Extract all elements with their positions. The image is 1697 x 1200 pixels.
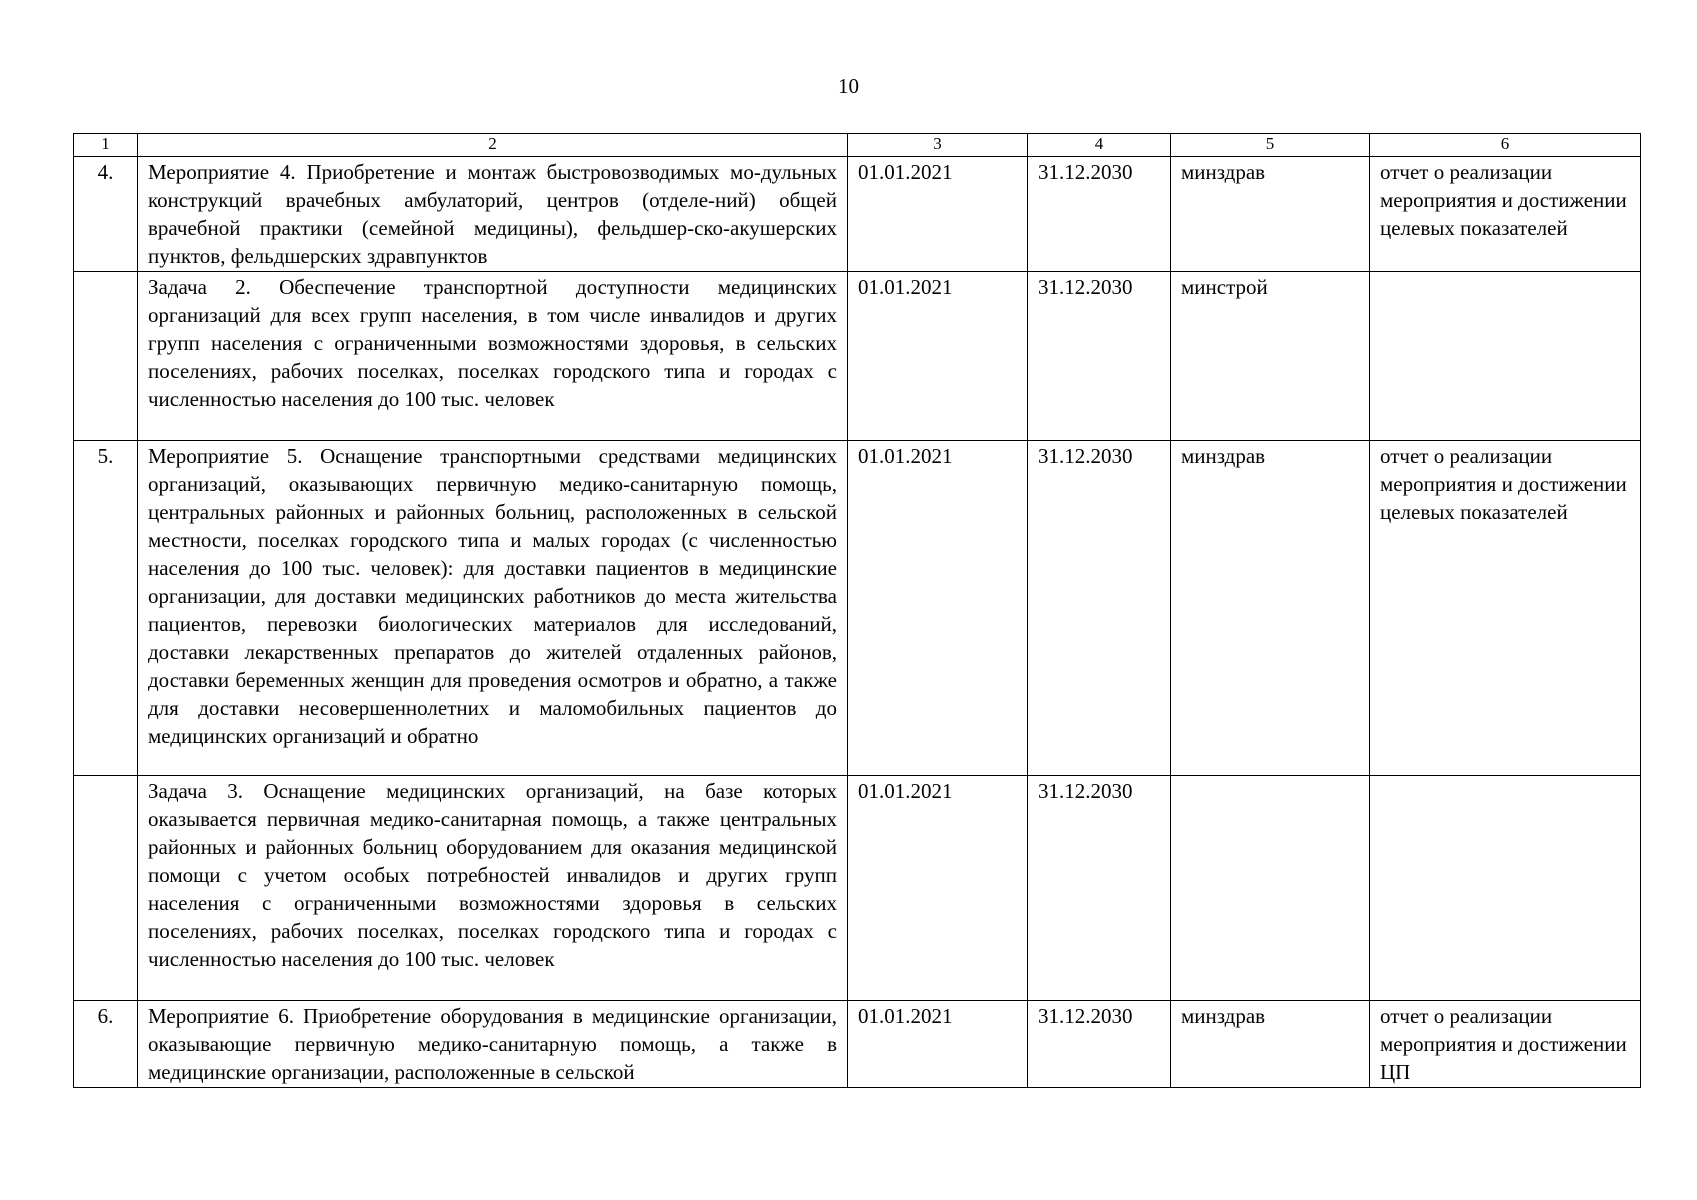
expected-result: отчет о реализации мероприятия и достижении ЦП	[1370, 1001, 1641, 1088]
table-row	[74, 157, 1641, 272]
end-date: 31.12.2030	[1028, 272, 1171, 441]
end-date: 31.12.2030	[1028, 157, 1171, 272]
start-date: 01.01.2021	[848, 157, 1028, 272]
column-header-5: 5	[1171, 134, 1370, 157]
column-header-1: 1	[74, 134, 138, 157]
row-number: 6.	[74, 1001, 138, 1088]
expected-result	[1370, 272, 1641, 441]
column-header-3: 3	[848, 134, 1028, 157]
task-text: Задача 2. Обеспечение транспортной доступности медицинских организаций для всех групп населения, в том числе инвалидов и других групп населения с ограниченными возможностями здоровья, в сельских поселениях, рабочих поселках, поселках городского типа и городах с численностью населения до 100 тыс. человек	[138, 272, 848, 441]
expected-result	[1370, 776, 1641, 1001]
measure-text: Мероприятие 5. Оснащение транспортными средствами медицинских организаций, оказывающих первичную медико-санитарную помощь, центральных районных и районных больниц, расположенных в сельской местности, поселках городского типа и малых городах (с численностью населения до 100 тыс. человек): для доставки пациентов в медицинские организации, для доставки медицинских работников до места жительства пациентов, перевозки биологических материалов для исследований, доставки лекарственных препаратов до жителей отдаленных районов, доставки беременных женщин для проведения осмотров и обратно, а также для доставки несовершеннолетних и маломобильных пациентов до медицинских организаций и обратно	[138, 441, 848, 776]
measure-text: Мероприятие 6. Приобретение оборудования в медицинские организации, оказывающие первичную медико-санитарную помощь, а также в медицинские организации, расположенные в сельской	[138, 1001, 848, 1088]
start-date: 01.01.2021	[848, 1001, 1028, 1088]
responsible: минздрав	[1171, 1001, 1370, 1088]
expected-result: отчет о реализации мероприятия и достижении целевых показателей	[1370, 157, 1641, 272]
table-body	[74, 157, 1641, 1088]
measure-text: Мероприятие 4. Приобретение и монтаж быстровозводимых мо-дульных конструкций врачебных амбулаторий, центров (отделе-ний) общей врачебной практики (семейной медицины), фельдшер-ско-акушерских пунктов, фельдшерских здравпунктов	[138, 157, 848, 272]
page-number: 10	[838, 74, 859, 98]
end-date: 31.12.2030	[1028, 776, 1171, 1001]
responsible: минздрав	[1171, 157, 1370, 272]
start-date: 01.01.2021	[848, 776, 1028, 1001]
table-row	[74, 776, 1641, 1001]
row-number: 5.	[74, 441, 138, 776]
start-date: 01.01.2021	[848, 441, 1028, 776]
column-header-6: 6	[1370, 134, 1641, 157]
end-date: 31.12.2030	[1028, 1001, 1171, 1088]
row-number	[74, 776, 138, 1001]
responsible	[1171, 776, 1370, 1001]
table-row	[74, 1001, 1641, 1088]
expected-result: отчет о реализации мероприятия и достижении целевых показателей	[1370, 441, 1641, 776]
row-number: 4.	[74, 157, 138, 272]
table-row	[74, 441, 1641, 776]
table-header	[74, 134, 1641, 157]
end-date: 31.12.2030	[1028, 441, 1171, 776]
column-header-4: 4	[1028, 134, 1171, 157]
header-row	[74, 134, 1641, 157]
measures-table	[73, 133, 1641, 1088]
table-row	[74, 272, 1641, 441]
responsible: минстрой	[1171, 272, 1370, 441]
column-header-2: 2	[138, 134, 848, 157]
task-text: Задача 3. Оснащение медицинских организаций, на базе которых оказывается первичная медико-санитарная помощь, а также центральных районных и районных больниц оборудованием для оказания медицинской помощи с учетом особых потребностей инвалидов и других групп населения с ограниченными возможностями здоровья в сельских поселениях, рабочих поселках, поселках городского типа и городах с численностью населения до 100 тыс. человек	[138, 776, 848, 1001]
row-number	[74, 272, 138, 441]
responsible: минздрав	[1171, 441, 1370, 776]
start-date: 01.01.2021	[848, 272, 1028, 441]
